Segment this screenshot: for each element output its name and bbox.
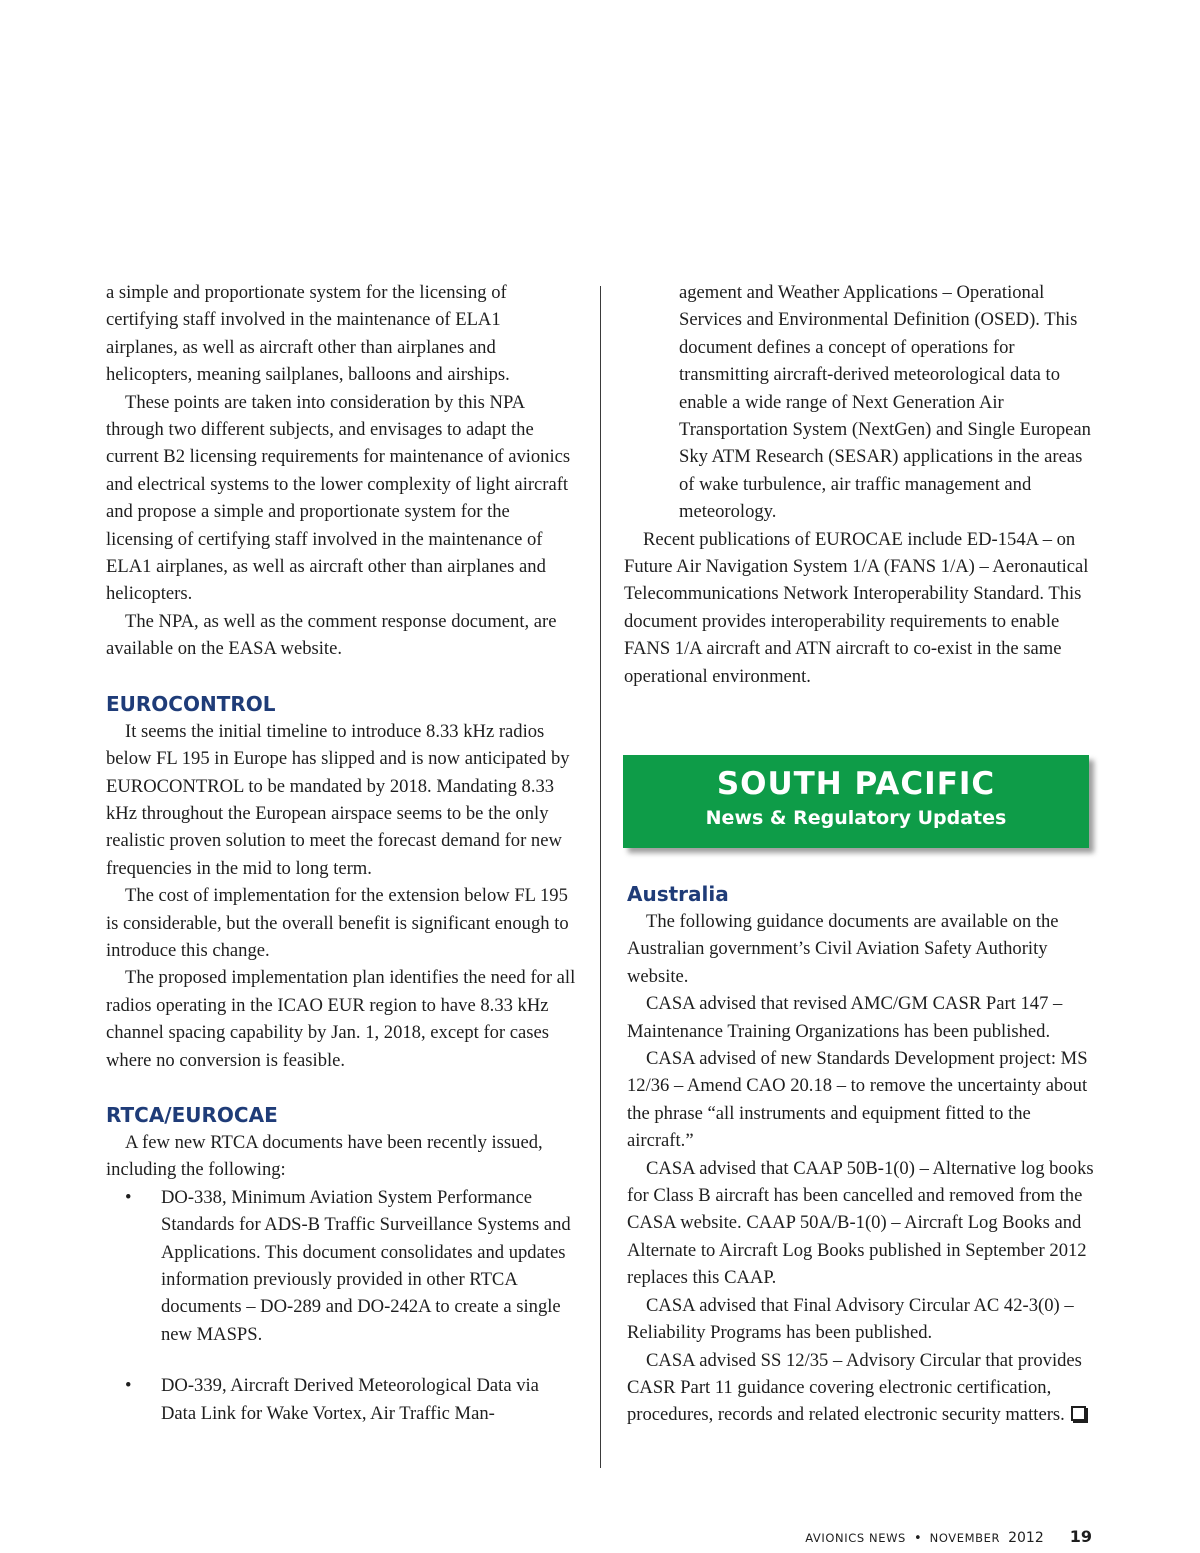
footer-separator: • <box>913 1531 922 1546</box>
australia-paragraph-last <box>627 1347 1099 1429</box>
australia-paragraph: CASA advised that revised AMC/GM CASR Part 147 – Maintenance Training Organizations has been published. <box>627 993 1063 1042</box>
left-column <box>106 279 576 1427</box>
npa-paragraph: These points are taken into consideration by this NPA through two different subjects, and envisages to adapt the current B2 licensing requirements for maintenance of avionics and electrical systems to the lower complexity of light aircraft and propose a simple and proportionate system for the licensing of certifying staff involved in the maintenance of ELA1 airplanes, as well as aircraft other than airplanes and helicopters. <box>106 391 571 605</box>
bullet-mark: • <box>125 1375 132 1397</box>
eurocontrol-paragraph: The proposed implementation plan identifies the need for all radios operating in the ICAO EUR region to have 8.33 kHz channel spacing capability by Jan. 1, 2018, except for cases where no conversion is feasible. <box>106 967 576 1071</box>
eurocontrol-paragraph: The cost of implementation for the extension below FL 195 is considerable, but the overall benefit is significant enough to introduce this change. <box>106 885 569 961</box>
list-item <box>106 1184 576 1348</box>
list-item-text: DO-339, Aircraft Derived Meteorological Data via Data Link for Wake Vortex, Air Traffic Man- <box>161 1375 539 1424</box>
easa-paragraph: The NPA, as well as the comment response document, are available on the EASA website. <box>106 610 557 660</box>
page-footer <box>805 1527 1092 1549</box>
right-column <box>624 279 1099 690</box>
publication-name: AVIONICS NEWS <box>805 1531 906 1545</box>
australia-section <box>627 880 1099 1429</box>
page-number: 19 <box>1069 1527 1092 1546</box>
rtca-intro-paragraph: A few new RTCA documents have been recently issued, including the following: <box>106 1131 543 1181</box>
list-item-text: DO-338, Minimum Aviation System Performance Standards for ADS-B Traffic Surveillance Systems and Applications. This document consolidates and updates information previously provided in other RTCA documents – DO-289 and DO-242A to create a single new MASPS. <box>161 1186 571 1345</box>
rtca-document-list <box>106 1184 576 1427</box>
issue-year: 2012 <box>1008 1530 1044 1546</box>
australia-heading: Australia <box>627 882 729 906</box>
eurocae-paragraph: Recent publications of EUROCAE include ED-154A – on Future Air Navigation System 1/A (FANS 1/A) – Aeronautical Telecommunications Network Interoperability Standard. This document provides interoperability requirements to enable FANS 1/A aircraft and ATN aircraft to co-exist in the same operational environment. <box>624 528 1089 687</box>
issue-month: NOVEMBER <box>929 1531 1001 1545</box>
australia-paragraph: The following guidance documents are available on the Australian government’s Civil Aviation Safety Authority website. <box>627 911 1059 987</box>
australia-paragraph: CASA advised that Final Advisory Circular AC 42-3(0) – Reliability Programs has been published. <box>627 1294 1074 1344</box>
bullet-continuation: agement and Weather Applications – Operational Services and Environmental Definition (OSED). This document defines a concept of operations for transmitting aircraft-derived meteorological data to enable a wide range of Next Generation Air Transportation System (NextGen) and Single European Sky ATM Research (SESAR) applications in the areas of wake turbulence, air traffic management and meteorology. <box>679 282 1091 523</box>
list-item <box>106 1372 576 1427</box>
south-pacific-banner <box>623 755 1089 848</box>
banner-title: SOUTH PACIFIC <box>716 766 996 802</box>
eurocontrol-paragraph: It seems the initial timeline to introduce 8.33 kHz radios below FL 195 in Europe has slipped and is now anticipated by EUROCONTROL to be mandated by 2018. Mandating 8.33 kHz throughout the European airspace seems to be the only realistic proven solution to meet the forecast demand for new frequencies in the mid to long term. <box>106 720 570 879</box>
column-divider <box>600 286 601 1468</box>
rtca-eurocae-heading: RTCA/EUROCAE <box>106 1102 278 1127</box>
australia-paragraph: CASA advised that CAAP 50B-1(0) – Alternative log books for Class B aircraft has been cancelled and removed from the CASA website. CAAP 50A/B-1(0) – Aircraft Log Books and Alternate to Aircraft Log Books published in September 2012 replaces this CAAP. <box>627 1157 1094 1289</box>
australia-paragraph: CASA advised of new Standards Development project: MS 12/36 – Amend CAO 20.18 – to remove the uncertainty about the phrase “all instruments and equipment fitted to the aircraft.” <box>627 1048 1088 1152</box>
end-mark-icon <box>1071 1406 1086 1421</box>
bullet-mark: • <box>125 1186 132 1208</box>
eurocontrol-heading: EUROCONTROL <box>106 691 276 716</box>
australia-paragraph-text: CASA advised SS 12/35 – Advisory Circular that provides CASR Part 11 guidance covering electronic certification, procedures, records and related electronic security matters. <box>627 1349 1082 1426</box>
intro-paragraph: a simple and proportionate system for the licensing of certifying staff involved in the maintenance of ELA1 airplanes, as well as aircraft other than airplanes and helicopters, meaning sailplanes, balloons and airships. <box>106 282 510 386</box>
banner-subtitle: News & Regulatory Updates <box>705 807 1007 829</box>
